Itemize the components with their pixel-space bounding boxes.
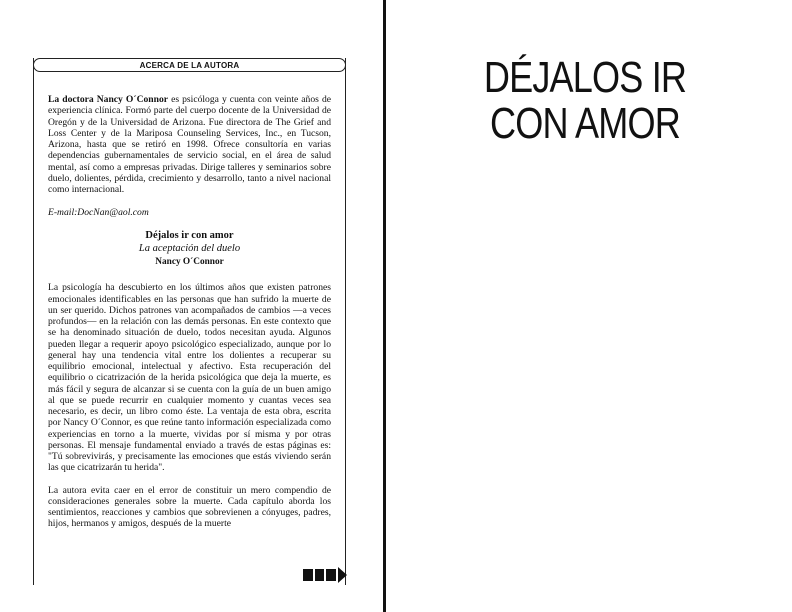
back-cover-content	[48, 94, 331, 530]
author-name: La doctora Nancy O´Connor	[48, 94, 169, 105]
author-email: E-mail:DocNan@aol.com	[48, 207, 149, 219]
author-bio-text: es psicóloga y cuenta con veinte años de experiencia clínica. Formó parte del cuerpo docente de la Universidad de Oregón y de la Universidad de Arizona. Fue directora de The Grief and Loss Center y de la Mariposa Counseling Services, Inc., en Tucson, Arizona, hasta que se retiró en 1998. Ofrece consultoría en varias dependencias gubernamentales de servicio social, en el área de salud mental, así como a empresas privadas. Dirige talleres y seminarios sobre duelo, dolientes, pérdida, crecimiento y desarrollo, tanto a nivel nacional como internacional.	[48, 94, 331, 195]
book-subtitle: La aceptación del duelo	[138, 242, 241, 254]
section-header: ACERCA DE LA AUTORA	[139, 60, 240, 70]
continue-arrow-icon	[303, 566, 347, 584]
cover-title-line-2: CON AMOR	[490, 99, 680, 148]
author-bio	[48, 94, 331, 195]
cover-title-line-1: DÉJALOS IR	[483, 53, 687, 102]
synopsis-paragraph-2: La autora evita caer en el error de constituir un mero compendio de consideraciones generales sobre la muerte. Cada capítulo aborda los sentimientos, reacciones y cambios que sobrevienen a cónyuges, padres, hijos, hermanos y amigos, después de la muerte	[48, 484, 331, 530]
page-divider	[383, 0, 386, 612]
section-header-bar	[33, 58, 346, 72]
book-author: Nancy O´Connor	[155, 257, 224, 267]
cover-title	[450, 55, 721, 147]
synopsis-paragraph-1: La psicología ha descubierto en los últimos años que existen patrones emocionales identificables en las personas que han sufrido la muerte de un ser querido. Dichos patrones van acompañados de cambios —a veces profundos— en la relación con las demás personas. En este contexto que se ha denominado situación de duelo, todos necesitan ayuda. Algunos pueden llegar a requerir apoyo psicológico especializado, aunque por lo general hay una tendencia vital entre los dolientes a recuperar su equilibrio emocional, intelectual y afectivo. Esta recuperación del equilibrio o cicatrización de la herida psicológica que deja la muerte, es más fácil y segura de alcanzar si se cuenta con la guía de un buen amigo al que se puede recurrir en cualquier momento y cuantas veces sea necesario, es decir, un libro como éste. La ventaja de esta obra, escrita por Nancy O´Connor, es que reúne tanto información especializada como experiencias en torno a la muerte, vividas por sí misma y por otras personas. El mensaje fundamental enviado a través de estas páginas es: "Tú sobrevivirás, y precisamente las emociones que estás viviendo serán las que cicatrizarán tu herida".	[48, 282, 331, 474]
book-title: Déjalos ir con amor	[145, 229, 234, 241]
